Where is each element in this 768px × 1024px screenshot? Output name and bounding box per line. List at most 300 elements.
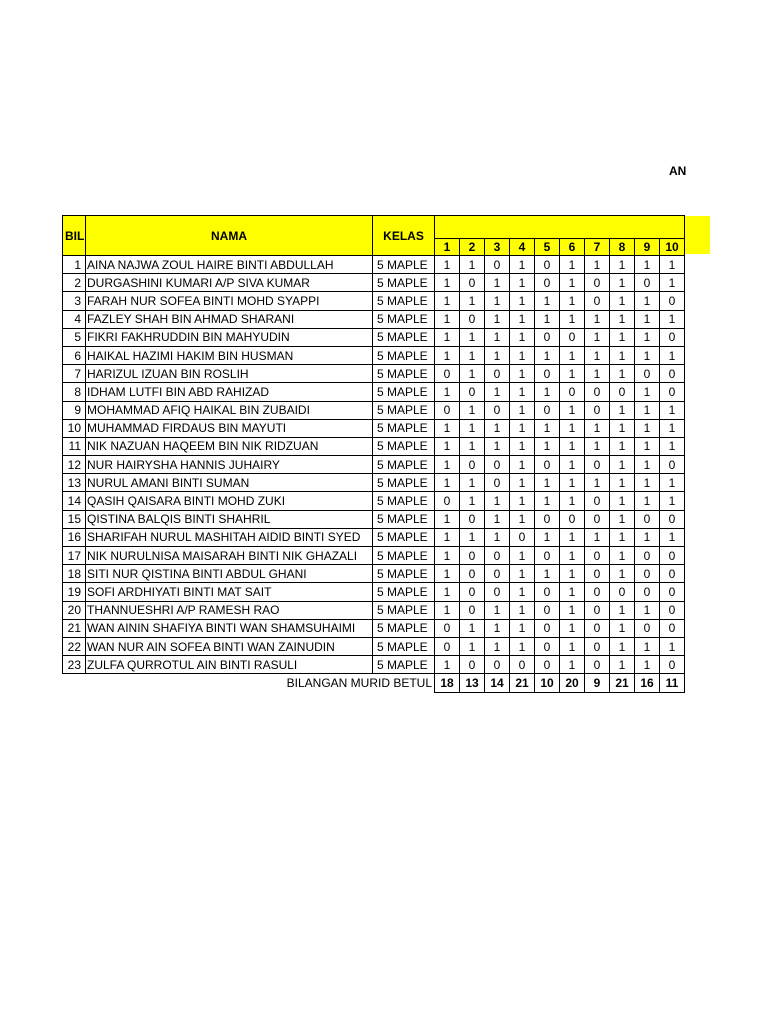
score-cell: 1: [435, 328, 460, 346]
score-cell: 1: [510, 346, 535, 364]
student-nama: ZULFA QURROTUL AIN BINTI RASULI: [86, 656, 373, 674]
score-cell: 0: [435, 401, 460, 419]
score-cell: 1: [510, 310, 535, 328]
score-cell: 1: [460, 292, 485, 310]
score-cell: 0: [460, 601, 485, 619]
score-cell: 1: [585, 419, 610, 437]
student-nama: FIKRI FAKHRUDDIN BIN MAHYUDIN: [86, 328, 373, 346]
student-bil: 5: [63, 328, 86, 346]
score-cell: 1: [460, 437, 485, 455]
student-bil: 20: [63, 601, 86, 619]
question-number-6: 6: [560, 239, 585, 256]
student-row: [63, 601, 685, 619]
student-nama: HAIKAL HAZIMI HAKIM BIN HUSMAN: [86, 346, 373, 364]
student-nama: NURUL AMANI BINTI SUMAN: [86, 474, 373, 492]
score-cell: 1: [435, 437, 460, 455]
score-cell: 1: [585, 310, 610, 328]
student-bil: 22: [63, 637, 86, 655]
student-row: [63, 528, 685, 546]
score-cell: 1: [485, 292, 510, 310]
score-cell: 1: [610, 365, 635, 383]
score-cell: 0: [560, 383, 585, 401]
score-cell: 0: [460, 547, 485, 565]
score-cell: 1: [535, 528, 560, 546]
total-cell: 20: [560, 674, 585, 692]
header-kelas: KELAS: [373, 216, 435, 256]
score-cell: 0: [585, 492, 610, 510]
student-bil: 21: [63, 619, 86, 637]
header-row: [63, 216, 685, 239]
student-kelas: 5 MAPLE: [373, 419, 435, 437]
score-cell: 1: [610, 637, 635, 655]
student-row: [63, 492, 685, 510]
score-cell: 1: [535, 310, 560, 328]
score-cell: 1: [585, 256, 610, 274]
question-number-8: 8: [610, 239, 635, 256]
score-cell: 1: [560, 274, 585, 292]
student-row: [63, 456, 685, 474]
student-row: [63, 619, 685, 637]
student-row: [63, 383, 685, 401]
header-bil: BIL: [63, 216, 86, 256]
score-cell: 0: [660, 328, 685, 346]
student-row: [63, 274, 685, 292]
score-cell: 0: [460, 383, 485, 401]
score-cell: 1: [635, 601, 660, 619]
score-cell: 1: [560, 656, 585, 674]
student-nama: SOFI ARDHIYATI BINTI MAT SAIT: [86, 583, 373, 601]
score-cell: 0: [510, 656, 535, 674]
score-cell: 0: [510, 528, 535, 546]
score-cell: 1: [485, 346, 510, 364]
score-cell: 0: [485, 583, 510, 601]
score-cell: 1: [435, 292, 460, 310]
score-cell: 1: [610, 547, 635, 565]
student-nama: NUR HAIRYSHA HANNIS JUHAIRY: [86, 456, 373, 474]
score-cell: 1: [610, 310, 635, 328]
score-cell: 1: [660, 346, 685, 364]
score-cell: 1: [610, 619, 635, 637]
score-cell: 1: [510, 565, 535, 583]
student-bil: 3: [63, 292, 86, 310]
score-cell: 0: [485, 474, 510, 492]
score-cell: 1: [610, 528, 635, 546]
score-cell: 1: [660, 401, 685, 419]
score-cell: 1: [560, 346, 585, 364]
score-cell: 1: [460, 328, 485, 346]
student-bil: 23: [63, 656, 86, 674]
score-cell: 1: [435, 656, 460, 674]
student-bil: 7: [63, 365, 86, 383]
student-kelas: 5 MAPLE: [373, 601, 435, 619]
header-nama: NAMA: [86, 216, 373, 256]
score-cell: 1: [560, 528, 585, 546]
student-bil: 10: [63, 419, 86, 437]
score-cell: 0: [535, 365, 560, 383]
score-cell: 1: [510, 619, 535, 637]
score-cell: 1: [610, 274, 635, 292]
score-cell: 1: [435, 274, 460, 292]
score-cell: 0: [535, 601, 560, 619]
score-cell: 1: [560, 601, 585, 619]
score-cell: 1: [560, 437, 585, 455]
score-cell: 0: [535, 619, 560, 637]
score-cell: 1: [435, 256, 460, 274]
student-nama: NIK NAZUAN HAQEEM BIN NIK RIDZUAN: [86, 437, 373, 455]
score-cell: 0: [585, 401, 610, 419]
score-cell: 1: [510, 256, 535, 274]
student-bil: 18: [63, 565, 86, 583]
student-row: [63, 310, 685, 328]
score-cell: 1: [560, 456, 585, 474]
score-cell: 1: [510, 419, 535, 437]
header-questions-group: [435, 216, 685, 239]
score-cell: 1: [660, 256, 685, 274]
score-cell: 1: [460, 619, 485, 637]
score-cell: 1: [560, 474, 585, 492]
score-cell: 1: [460, 419, 485, 437]
student-kelas: 5 MAPLE: [373, 583, 435, 601]
score-cell: 1: [560, 619, 585, 637]
score-cell: 1: [535, 474, 560, 492]
score-cell: 0: [660, 383, 685, 401]
score-cell: 1: [610, 256, 635, 274]
student-nama: FARAH NUR SOFEA BINTI MOHD SYAPPI: [86, 292, 373, 310]
student-bil: 16: [63, 528, 86, 546]
score-cell: 1: [585, 328, 610, 346]
score-cell: 0: [535, 456, 560, 474]
score-cell: 1: [660, 310, 685, 328]
student-bil: 2: [63, 274, 86, 292]
score-cell: 1: [460, 346, 485, 364]
score-cell: 0: [460, 310, 485, 328]
question-number-10: 10: [660, 239, 685, 256]
score-cell: 1: [635, 310, 660, 328]
score-cell: 1: [635, 474, 660, 492]
score-cell: 1: [560, 565, 585, 583]
student-row: [63, 565, 685, 583]
score-cell: 1: [585, 474, 610, 492]
score-cell: 1: [510, 601, 535, 619]
score-cell: 1: [635, 346, 660, 364]
score-cell: 1: [510, 383, 535, 401]
student-bil: 19: [63, 583, 86, 601]
score-cell: 0: [535, 583, 560, 601]
score-cell: 1: [435, 601, 460, 619]
score-cell: 1: [660, 528, 685, 546]
score-cell: 0: [585, 547, 610, 565]
score-cell: 1: [635, 456, 660, 474]
student-bil: 17: [63, 547, 86, 565]
score-cell: 0: [610, 383, 635, 401]
score-cell: 1: [560, 419, 585, 437]
student-row: [63, 437, 685, 455]
score-cell: 0: [535, 637, 560, 655]
student-kelas: 5 MAPLE: [373, 292, 435, 310]
score-cell: 1: [635, 401, 660, 419]
score-cell: 0: [635, 619, 660, 637]
student-bil: 6: [63, 346, 86, 364]
score-cell: 0: [460, 583, 485, 601]
score-cell: 1: [435, 346, 460, 364]
score-cell: 0: [585, 510, 610, 528]
score-cell: 1: [510, 437, 535, 455]
student-row: [63, 547, 685, 565]
score-cell: 0: [585, 565, 610, 583]
score-cell: 0: [660, 547, 685, 565]
score-cell: 1: [535, 383, 560, 401]
score-cell: 1: [485, 437, 510, 455]
score-cell: 0: [485, 656, 510, 674]
score-cell: 1: [460, 256, 485, 274]
score-cell: 0: [585, 583, 610, 601]
score-cell: 1: [535, 437, 560, 455]
student-nama: FAZLEY SHAH BIN AHMAD SHARANI: [86, 310, 373, 328]
score-cell: 1: [510, 637, 535, 655]
score-cell: 1: [560, 583, 585, 601]
score-cell: 1: [585, 528, 610, 546]
score-cell: 0: [535, 547, 560, 565]
score-cell: 0: [635, 583, 660, 601]
score-cell: 1: [460, 474, 485, 492]
score-cell: 0: [535, 401, 560, 419]
score-cell: 0: [485, 456, 510, 474]
score-cell: 1: [635, 383, 660, 401]
score-cell: 1: [485, 528, 510, 546]
score-cell: 1: [610, 346, 635, 364]
score-cell: 0: [535, 510, 560, 528]
student-nama: MOHAMMAD AFIQ HAIKAL BIN ZUBAIDI: [86, 401, 373, 419]
score-cell: 1: [535, 492, 560, 510]
student-nama: WAN AININ SHAFIYA BINTI WAN SHAMSUHAIMI: [86, 619, 373, 637]
score-cell: 1: [460, 528, 485, 546]
score-cell: 1: [610, 474, 635, 492]
score-cell: 1: [585, 437, 610, 455]
score-cell: 1: [560, 292, 585, 310]
student-rows: [63, 256, 685, 674]
score-cell: 1: [535, 565, 560, 583]
student-bil: 13: [63, 474, 86, 492]
score-cell: 1: [560, 492, 585, 510]
score-cell: 1: [435, 474, 460, 492]
total-cell: 13: [460, 674, 485, 692]
score-cell: 1: [560, 637, 585, 655]
score-cell: 0: [535, 656, 560, 674]
score-cell: 1: [435, 310, 460, 328]
score-cell: 1: [610, 437, 635, 455]
score-cell: 0: [485, 547, 510, 565]
score-cell: 1: [485, 601, 510, 619]
score-cell: 1: [510, 547, 535, 565]
score-cell: 0: [535, 328, 560, 346]
score-cell: 1: [485, 510, 510, 528]
student-kelas: 5 MAPLE: [373, 565, 435, 583]
score-cell: 0: [535, 274, 560, 292]
score-cell: 0: [460, 456, 485, 474]
student-kelas: 5 MAPLE: [373, 365, 435, 383]
question-number-7: 7: [585, 239, 610, 256]
student-bil: 9: [63, 401, 86, 419]
score-cell: 1: [435, 528, 460, 546]
score-cell: 0: [435, 619, 460, 637]
score-cell: 1: [510, 474, 535, 492]
score-cell: 1: [610, 656, 635, 674]
question-number-9: 9: [635, 239, 660, 256]
total-cell: 21: [610, 674, 635, 692]
score-cell: 1: [510, 365, 535, 383]
score-cell: 1: [635, 256, 660, 274]
score-cell: 1: [485, 619, 510, 637]
score-cell: 1: [535, 419, 560, 437]
score-cell: 1: [635, 437, 660, 455]
score-cell: 1: [585, 346, 610, 364]
score-cell: 1: [635, 328, 660, 346]
question-number-3: 3: [485, 239, 510, 256]
student-row: [63, 583, 685, 601]
student-bil: 11: [63, 437, 86, 455]
student-kelas: 5 MAPLE: [373, 474, 435, 492]
student-bil: 8: [63, 383, 86, 401]
total-cell: 16: [635, 674, 660, 692]
score-cell: 1: [435, 456, 460, 474]
score-cell: 0: [485, 401, 510, 419]
score-cell: 1: [610, 601, 635, 619]
question-number-4: 4: [510, 239, 535, 256]
student-kelas: 5 MAPLE: [373, 346, 435, 364]
student-kelas: 5 MAPLE: [373, 456, 435, 474]
score-cell: 1: [435, 583, 460, 601]
score-cell: 0: [635, 547, 660, 565]
score-cell: 1: [660, 637, 685, 655]
student-kelas: 5 MAPLE: [373, 528, 435, 546]
score-cell: 0: [460, 510, 485, 528]
student-kelas: 5 MAPLE: [373, 619, 435, 637]
score-cell: 0: [435, 365, 460, 383]
score-cell: 0: [585, 456, 610, 474]
score-cell: 1: [560, 256, 585, 274]
total-spacer: [63, 674, 86, 692]
student-row: [63, 637, 685, 655]
score-cell: 1: [460, 401, 485, 419]
header-yellow-overflow: [684, 216, 710, 254]
score-cell: 1: [510, 274, 535, 292]
student-bil: 14: [63, 492, 86, 510]
student-row: [63, 292, 685, 310]
score-cell: 0: [560, 510, 585, 528]
student-row: [63, 256, 685, 274]
score-cell: 1: [635, 528, 660, 546]
score-cell: 1: [435, 383, 460, 401]
score-cell: 0: [635, 565, 660, 583]
score-cell: 1: [510, 583, 535, 601]
student-nama: SHARIFAH NURUL MASHITAH AIDID BINTI SYED: [86, 528, 373, 546]
score-cell: 1: [610, 492, 635, 510]
score-cell: 1: [560, 547, 585, 565]
total-cell: 21: [510, 674, 535, 692]
score-cell: 0: [585, 619, 610, 637]
score-cell: 1: [610, 292, 635, 310]
student-kelas: 5 MAPLE: [373, 328, 435, 346]
score-cell: 1: [635, 292, 660, 310]
total-cell: 9: [585, 674, 610, 692]
total-cell: 18: [435, 674, 460, 692]
score-cell: 0: [635, 365, 660, 383]
score-cell: 1: [535, 292, 560, 310]
student-kelas: 5 MAPLE: [373, 510, 435, 528]
score-cell: 1: [435, 565, 460, 583]
student-row: [63, 328, 685, 346]
score-cell: 0: [535, 256, 560, 274]
score-cell: 1: [435, 419, 460, 437]
score-cell: 1: [460, 637, 485, 655]
score-cell: 0: [585, 601, 610, 619]
score-cell: 1: [610, 456, 635, 474]
score-cell: 0: [635, 274, 660, 292]
student-row: [63, 510, 685, 528]
total-row: [63, 674, 685, 692]
student-row: [63, 346, 685, 364]
score-cell: 0: [660, 365, 685, 383]
total-cell: 11: [660, 674, 685, 692]
score-cell: 0: [660, 601, 685, 619]
score-cell: 0: [460, 565, 485, 583]
score-cell: 0: [435, 637, 460, 655]
score-cell: 1: [485, 328, 510, 346]
score-cell: 0: [560, 328, 585, 346]
total-cell: 14: [485, 674, 510, 692]
student-kelas: 5 MAPLE: [373, 401, 435, 419]
score-cell: 1: [635, 492, 660, 510]
student-nama: QASIH QAISARA BINTI MOHD ZUKI: [86, 492, 373, 510]
total-cell: 10: [535, 674, 560, 692]
score-cell: 1: [610, 565, 635, 583]
score-cell: 1: [660, 419, 685, 437]
student-row: [63, 419, 685, 437]
score-cell: 1: [610, 401, 635, 419]
score-cell: 1: [660, 437, 685, 455]
score-cell: 1: [510, 492, 535, 510]
score-cell: 1: [610, 328, 635, 346]
score-cell: 0: [585, 274, 610, 292]
score-cell: 1: [485, 274, 510, 292]
score-cell: 1: [560, 310, 585, 328]
student-nama: DURGASHINI KUMARI A/P SIVA KUMAR: [86, 274, 373, 292]
student-bil: 4: [63, 310, 86, 328]
score-cell: 0: [485, 256, 510, 274]
student-kelas: 5 MAPLE: [373, 637, 435, 655]
score-cell: 1: [560, 401, 585, 419]
student-kelas: 5 MAPLE: [373, 437, 435, 455]
score-cell: 1: [510, 328, 535, 346]
score-cell: 0: [660, 292, 685, 310]
score-cell: 1: [485, 383, 510, 401]
student-bil: 12: [63, 456, 86, 474]
student-nama: NIK NURULNISA MAISARAH BINTI NIK GHAZALI: [86, 547, 373, 565]
student-kelas: 5 MAPLE: [373, 274, 435, 292]
student-row: [63, 365, 685, 383]
score-cell: 1: [660, 474, 685, 492]
score-cell: 1: [510, 401, 535, 419]
score-cell: 1: [460, 492, 485, 510]
score-cell: 1: [660, 274, 685, 292]
student-kelas: 5 MAPLE: [373, 547, 435, 565]
question-number-5: 5: [535, 239, 560, 256]
score-cell: 1: [485, 310, 510, 328]
student-nama: SITI NUR QISTINA BINTI ABDUL GHANI: [86, 565, 373, 583]
student-row: [63, 474, 685, 492]
student-nama: AINA NAJWA ZOUL HAIRE BINTI ABDULLAH: [86, 256, 373, 274]
score-cell: 1: [610, 419, 635, 437]
